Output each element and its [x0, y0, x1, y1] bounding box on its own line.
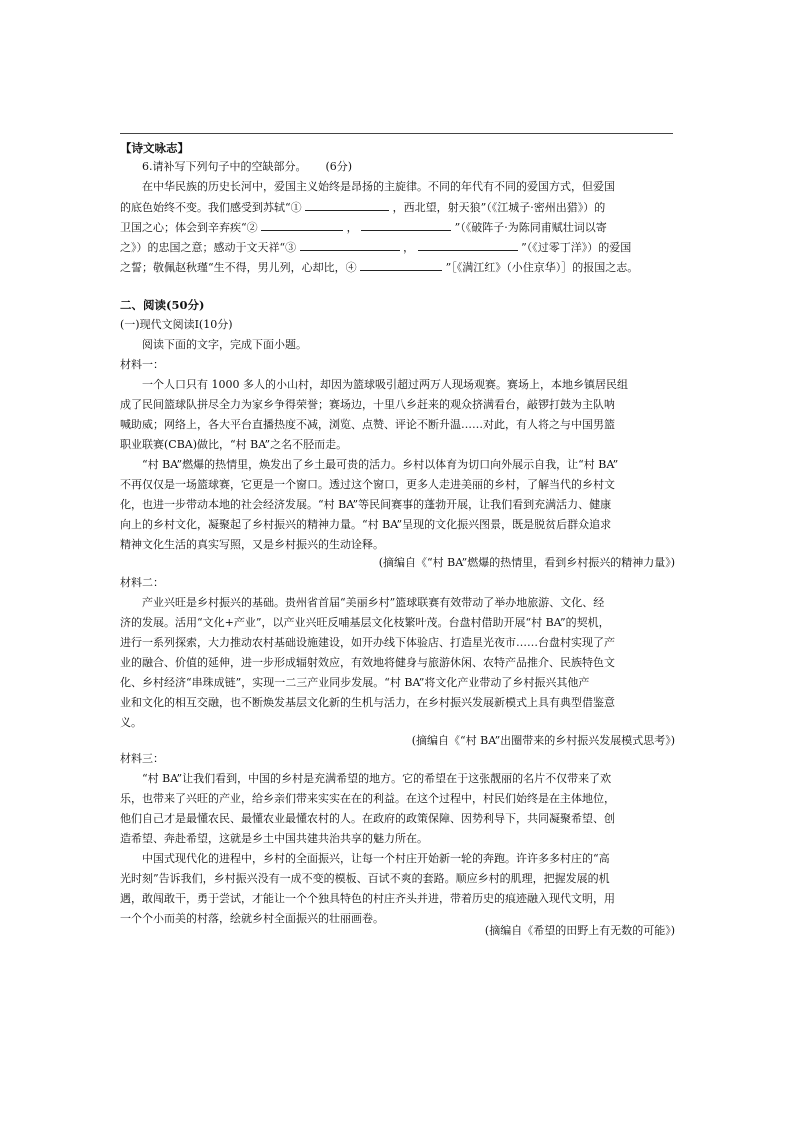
poetry-paragraph-line: 卫国之心；体会到辛弃疾“② ， ”（《破阵子·为陈同甫赋壮词以寄 — [120, 221, 607, 234]
material-1-line: 一个人口只有 1000 多人的小山村，却因为篮球吸引超过两万人现场观赛。赛场上，本地乡镇居民组 — [142, 378, 628, 391]
blank-3b[interactable] — [418, 240, 518, 251]
material-2-source: (摘编自《“村 BA”出圈带来的乡村振兴发展模式思考》) — [411, 734, 675, 747]
material-1-label: 材料一： — [120, 358, 164, 371]
material-2-line: 进行一系列探索，大力推动农村基础设施建设，如开办线下体验店、打造星光夜市……台盘村实现了产 — [120, 636, 615, 649]
material-1-source: (摘编自《“村 BA”燃爆的热情里，看到乡村振兴的精神力量》) — [378, 556, 675, 569]
material-3-line: 中国式现代化的进程中，乡村的全面振兴，让每一个村庄开始新一轮的奔跑。许许多多村庄的“高 — [142, 852, 610, 865]
question-6-points: (6分) — [325, 160, 353, 173]
material-1-line: “村 BA”燃爆的热情里，焕发出了乡土最可贵的活力。乡村以体育为切口向外展示自我，让“村 BA” — [142, 458, 619, 471]
poetry-paragraph-line: 在中华民族的历史长河中，爱国主义始终是昂扬的主旋律。不同的年代有不同的爱国方式，但爱国 — [142, 180, 615, 193]
material-2-line: 义。 — [120, 716, 142, 729]
material-3-line: 遇，敢闯敢干，勇于尝试，才能让一个个独具特色的村庄齐头并进，带着历史的痕迹融入现代文明，用 — [120, 892, 615, 905]
poetry-paragraph-line: 之》）的忠国之意；感动于文天祥“③ ， ”（《过零丁洋》）的爱国 — [120, 241, 632, 254]
material-3-line: 一个个小而美的村落，绘就乡村全面振兴的壮丽画卷。 — [120, 912, 384, 925]
question-6-text: 6.请补写下列句子中的空缺部分。 — [142, 160, 307, 173]
poetry-paragraph-line: 的底色始终不变。我们感受到苏轼“① ，西北望，射天狼”（《江城子·密州出猎》）的 — [120, 201, 606, 214]
material-1-line: 不再仅仅是一场篮球赛，它更是一个窗口。透过这个窗口，更多人走进美丽的乡村，了解当代的乡村文 — [120, 478, 615, 491]
material-3-line: 他们自己才是最懂农民、最懂农业最懂农村的人。在政府的政策保障、因势利导下，共同凝聚希望、创 — [120, 812, 615, 825]
reading-instruction: 阅读下面的文字，完成下面小题。 — [142, 338, 307, 351]
material-1-line: 职业联赛(CBA)做比，“村 BA”之名不胫而走。 — [120, 438, 348, 451]
material-3-source: (摘编自《希望的田野上有无数的可能》) — [484, 924, 675, 937]
material-2-line: 业的融合、价值的延伸，进一步形成辐射效应，有效地将健身与旅游休闲、农特产品推介、民族特色文 — [120, 656, 615, 669]
material-2-line: 化、乡村经济“串珠成链”，实现一二三产业同步发展。“村 BA”将文化产业带动了乡村振兴其他产 — [120, 676, 590, 689]
material-1-line: 成了民间篮球队拼尽全力为家乡争得荣誉；赛场边，十里八乡赶来的观众挤满看台，敲锣打鼓为主队呐 — [120, 398, 615, 411]
blank-2b[interactable] — [361, 220, 451, 231]
material-3-line: 造希望、奔赴希望，这就是乡土中国共建共治共享的魅力所在。 — [120, 832, 428, 845]
material-3-line: 光时刻”告诉我们，乡村振兴没有一成不变的模板、百试不爽的套路。顺应乡村的肌理，把握发展的机 — [120, 872, 610, 885]
blank-2a[interactable] — [261, 220, 343, 231]
material-3-label: 材料三： — [120, 752, 164, 765]
material-1-line: 喊助威；网络上，各大平台直播热度不减，浏览、点赞、评论不断升温……对此，有人将之与中国男篮 — [120, 418, 615, 431]
material-1-line: 化，也进一步带动本地的社会经济发展。“村 BA”等民间赛事的蓬勃开展，让我们看到充满活力、健康 — [120, 498, 612, 511]
question-6 — [142, 160, 352, 174]
blank-1[interactable] — [305, 200, 389, 211]
material-3-line: “村 BA”让我们看到，中国的乡村是充满希望的地方。它的希望在于这张靓丽的名片不仅带来了欢 — [142, 772, 612, 785]
top-divider — [120, 133, 673, 134]
material-3-line: 乐，也带来了兴旺的产业，给乡亲们带来实实在在的利益。在这个过程中，村民们始终是在主体地位， — [120, 792, 615, 805]
material-2-line: 济的发展。活用“文化+产业”，以产业兴旺反哺基层文化枝繁叶茂。台盘村借助开展“村 BA”的契机， — [120, 616, 610, 629]
material-1-line: 向上的乡村文化，凝聚起了乡村振兴的精神力量。“村 BA”呈现的文化振兴图景，既是脱贫后群众追求 — [120, 518, 612, 531]
material-2-line: 产业兴旺是乡村振兴的基础。贵州省首届“美丽乡村”篮球联赛有效带动了举办地旅游、文化、经 — [142, 596, 605, 609]
reading-sub-heading: (一)现代文阅读Ⅰ(10分) — [120, 318, 233, 331]
material-1-line: 精神文化生活的真实写照，又是乡村振兴的生动诠释。 — [120, 538, 384, 551]
poetry-section-heading: 【诗文咏志】 — [120, 141, 189, 155]
reading-section-heading: 二、阅读(50分) — [120, 298, 205, 312]
blank-4[interactable] — [360, 260, 442, 271]
poetry-paragraph-line: 之誓；敬佩赵秋瑾“生不得，男儿列，心却比，④ ”［《满江红》（小住京华）］的报国之志。 — [120, 261, 639, 274]
material-2-line: 业和文化的相互交融，也不断焕发基层文化新的生机与活力，在乡村振兴发展新模式上具有典型借鉴意 — [120, 696, 615, 709]
blank-3a[interactable] — [300, 240, 400, 251]
material-2-label: 材料二： — [120, 576, 164, 589]
